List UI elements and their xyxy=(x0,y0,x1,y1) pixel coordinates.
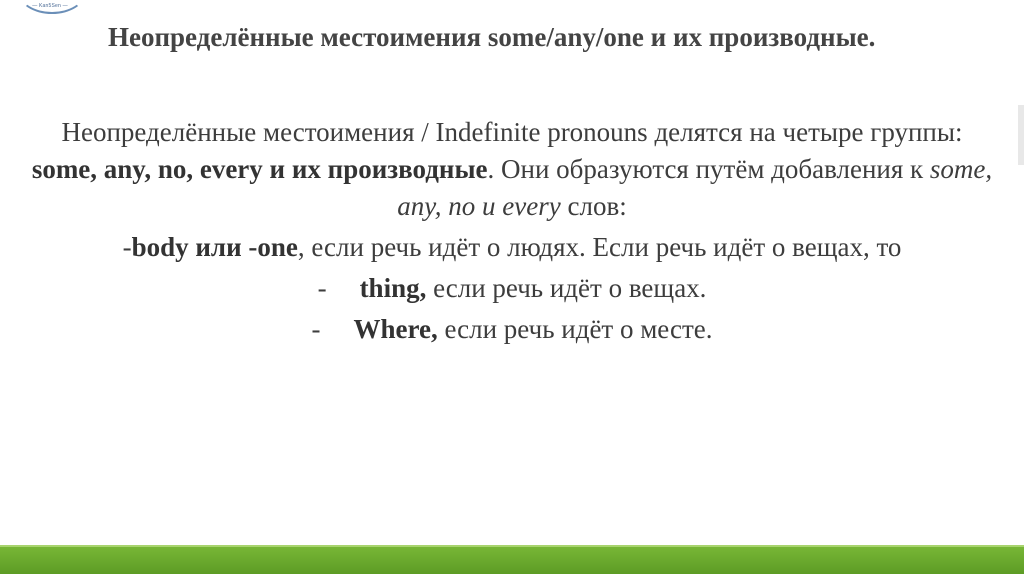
paragraph-thing xyxy=(30,270,994,307)
body-bold: body или -one xyxy=(131,232,298,262)
body-dash: - xyxy=(122,232,132,262)
body-text: , если речь идёт о людях. Если речь идёт о вещах, то xyxy=(297,232,902,262)
slide-body xyxy=(30,114,994,348)
logo-text: — Kan5Sen — xyxy=(32,3,68,9)
where-text: если речь идёт о месте. xyxy=(437,314,713,344)
paragraph-body xyxy=(30,229,994,266)
thing-text: если речь идёт о вещах. xyxy=(426,273,707,303)
intro-text-3: слов: xyxy=(560,191,627,221)
slide-title: Неопределённые местоимения some/any/one и их производные. xyxy=(108,22,876,52)
paragraph-where xyxy=(30,311,994,348)
footer-bar xyxy=(0,547,1024,574)
thing-dash: - xyxy=(317,273,327,303)
intro-italic-words: some, any, no и every xyxy=(397,154,993,221)
intro-bold-groups: some, any, no, every и их производные xyxy=(31,154,488,184)
paragraph-intro xyxy=(30,114,994,225)
where-bold: Where, xyxy=(353,314,438,344)
thing-bold: thing, xyxy=(359,273,427,303)
logo xyxy=(14,0,86,16)
where-dash: - xyxy=(311,314,321,344)
intro-text-2: . Они образуются путём добавления к xyxy=(487,154,930,184)
intro-text: Неопределённые местоимения / Indefinite pronouns делятся на четыре группы: xyxy=(61,117,963,147)
scrollbar[interactable] xyxy=(1018,105,1024,165)
